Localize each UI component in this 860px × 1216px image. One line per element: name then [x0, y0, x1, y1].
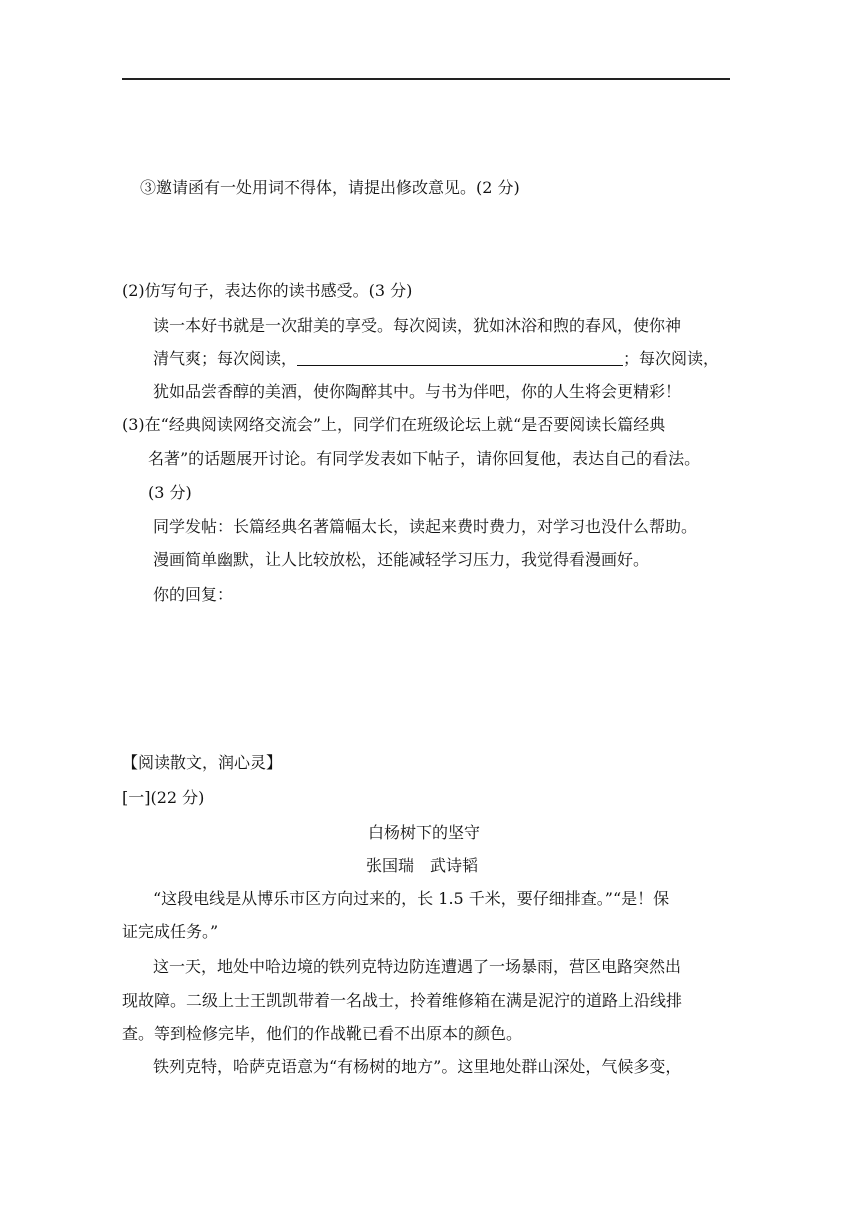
question-3b-points: (3 分)	[148, 483, 192, 502]
article-authors: 张国瑞 武诗韬	[366, 856, 479, 875]
forum-post-line-2: 漫画简单幽默，让人比较放松，还能减轻学习压力，我觉得看漫画好。	[153, 550, 650, 569]
reply-label: 你的回复：	[153, 585, 234, 604]
question-2-line-1: 读一本好书就是一次甜美的享受。每次阅读，犹如沐浴和煦的春风，使你神	[153, 316, 682, 335]
header-rule	[122, 78, 730, 80]
question-2-line-2: 清气爽；每次阅读， ；每次阅读，	[153, 349, 720, 368]
paragraph-2-line-3: 查。等到检修完毕，他们的作战靴已看不出原本的颜色。	[122, 1024, 523, 1043]
section-part: [一](22 分)	[122, 788, 205, 807]
paragraph-1-line-1: “这段电线是从博乐市区方向过来的，长 1.5 千米，要仔细排查。”“是！保	[153, 889, 670, 908]
question-3b-line-2: 名著”的话题展开讨论。有同学发表如下帖子，请你回复他，表达自己的看法。	[148, 449, 701, 468]
paragraph-1-line-2: 证完成任务。”	[122, 922, 219, 941]
article-title: 白杨树下的坚守	[368, 823, 481, 842]
paragraph-2-line-2: 现故障。二级上士王凯凯带着一名战士，拎着维修箱在满是泥泞的道路上沿线排	[122, 991, 683, 1010]
paragraph-3-line-1: 铁列克特，哈萨克语意为“有杨树的地方”。这里地处群山深处，气候多变，	[153, 1057, 682, 1076]
question-2-prompt: (2)仿写句子，表达你的读书感受。(3 分)	[122, 281, 413, 300]
section-heading: 【阅读散文，润心灵】	[122, 753, 283, 772]
question-3b-line-1: (3)在“经典阅读网络交流会”上，同学们在班级论坛上就“是否要阅读长篇经典	[122, 415, 666, 434]
question-3: ③邀请函有一处用词不得体，请提出修改意见。(2 分)	[140, 178, 520, 197]
forum-post-line-1: 同学发帖：长篇经典名著篇幅太长，读起来费时费力，对学习也没什么帮助。	[153, 517, 698, 536]
answer-blank[interactable]	[297, 349, 623, 366]
question-2-line-3: 犹如品尝香醇的美酒，使你陶醉其中。与书为伴吧，你的人生将会更精彩！	[153, 382, 682, 401]
paragraph-2-line-1: 这一天，地处中哈边境的铁列克特边防连遭遇了一场暴雨，营区电路突然出	[153, 957, 682, 976]
